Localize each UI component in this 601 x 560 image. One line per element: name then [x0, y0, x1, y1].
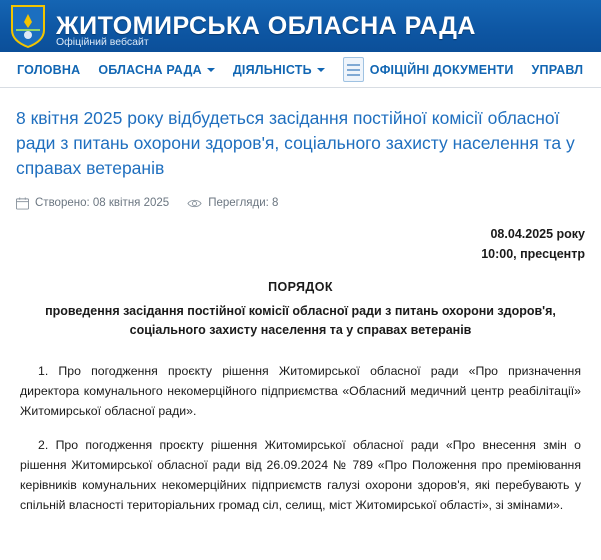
nav-item-management[interactable]	[523, 63, 593, 77]
nav-item-label: ДІЯЛЬНІСТЬ	[232, 62, 312, 77]
views-label: Перегляди: 8	[208, 197, 279, 210]
article-content	[0, 88, 601, 516]
nav-item-label: ОБЛАСНА РАДА	[98, 62, 202, 77]
site-header	[0, 0, 601, 52]
site-brand[interactable]	[56, 11, 476, 40]
created-label: Створено: 08 квітня 2025	[35, 197, 170, 210]
chevron-down-icon	[317, 68, 325, 72]
nav-item-label: ОФІЦІЙНІ ДОКУМЕНТИ	[369, 62, 514, 77]
order-subheading: проведення засідання постійної комісії обласної ради з питань охорони здоров'я, соціального захисту населення та у справах ветеранів	[45, 303, 556, 337]
created-meta	[16, 197, 169, 210]
nav-item-label: ГОЛОВНА	[17, 62, 81, 77]
event-datetime-block	[16, 224, 585, 264]
agenda-item: 2. Про погодження проєкту рішення Житомирської обласної ради «Про внесення змін о рішення Житомирської обласної ради від 26.09.2024 № 789 «Про Положення про преміювання керівників комунальних некомерційних підприємств галузі охорони здоров'я, які перебувають у спільній власності територіальних громад сіл, селищ, міст Житомирської області», зі змінами».	[20, 438, 581, 512]
article-meta	[16, 197, 585, 210]
agenda-item: 1. Про погодження проєкту рішення Житомирської обласної ради «Про призначення директора комунального некомерційного підприємства «Обласний медичний центр реабілітації» Житомирської обласної ради».	[20, 364, 581, 419]
views-meta	[187, 197, 278, 209]
document-icon	[343, 57, 364, 82]
event-time-place: 10:00, пресцентр	[481, 246, 585, 261]
zhytomyr-coat-of-arms-icon	[10, 4, 46, 48]
nav-item-label: УПРАВЛ	[531, 62, 584, 77]
chevron-down-icon	[207, 68, 215, 72]
page-title: 8 квітня 2025 року відбудеться засідання постійної комісії обласної ради з питань охорони здоров'я, соціального захисту населення та у справах ветеранів	[16, 108, 575, 178]
main-navigation[interactable]	[0, 52, 601, 88]
nav-item-home[interactable]	[8, 63, 89, 77]
site-title: ЖИТОМИРСЬКА ОБЛАСНА РАДА	[56, 11, 476, 40]
site-subtitle: Офіційний вебсайт	[56, 36, 149, 48]
eye-icon	[187, 198, 202, 209]
nav-item-oblast-council[interactable]	[89, 63, 224, 77]
order-heading: ПОРЯДОК	[268, 279, 333, 294]
nav-item-activity[interactable]	[224, 63, 334, 77]
nav-item-official-documents[interactable]	[334, 57, 523, 82]
calendar-icon	[16, 197, 29, 210]
event-date: 08.04.2025 року	[490, 226, 585, 241]
